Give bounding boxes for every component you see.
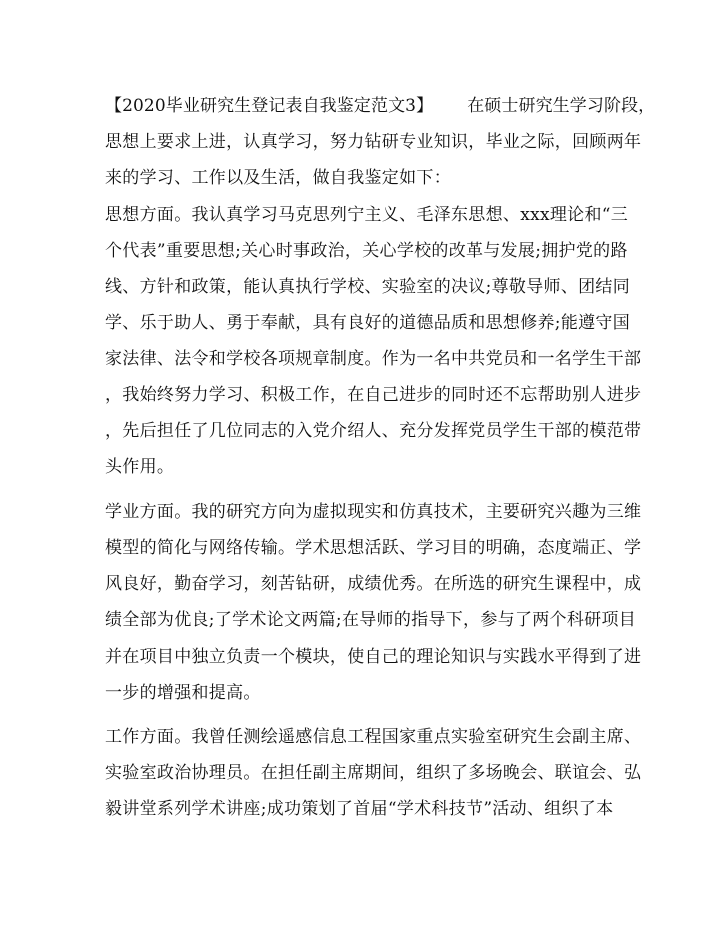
text-line-7: 学、乐于助人、勇于奉献，具有良好的道德品质和思想修养;能遵守国 — [105, 313, 631, 333]
text-line-13: 模型的简化与网络传输。学术思想活跃、学习目的明确，态度端正、学 — [105, 538, 642, 558]
text-line-1 — [105, 96, 656, 116]
text-line-3: 来的学习、工作以及生活，做自我鉴定如下： — [105, 168, 451, 188]
text-line-12: 学业方面。我的研究方向为虚拟现实和仿真技术，主要研究兴趣为三维 — [105, 502, 642, 522]
text-line-19: 实验室政治协理员。在担任副主席期间，组织了多场晚会、联谊会、弘 — [105, 763, 642, 783]
text-line-15: 绩全部为优良;了学术论文两篇;在导师的指导下，参与了两个科研项目 — [105, 610, 637, 630]
text-line-14: 风良好，勤奋学习，刻苦钻研，成绩优秀。在所选的研究生课程中，成 — [105, 574, 642, 594]
text-line-11: 头作用。 — [105, 457, 175, 477]
text-line-2: 思想上要求上进，认真学习，努力钻研专业知识，毕业之际，回顾两年 — [105, 132, 642, 152]
text-line-9: ，我始终努力学习、积极工作，在自己进步的同时还不忘帮助别人进步 — [105, 385, 642, 405]
text-line-6: 线、方针和政策，能认真执行学校、实验室的决议;尊敬导师、团结同 — [105, 277, 631, 297]
text-line-8: 家法律、法令和学校各项规章制度。作为一名中共党员和一名学生干部 — [105, 349, 642, 369]
text-line-20: 毅讲堂系列学术讲座;成功策划了首届“学术科技节”活动、组织了本 — [105, 799, 614, 819]
text-line-10: ，先后担任了几位同志的入党介绍人、充分发挥党员学生干部的模范带 — [105, 421, 642, 441]
line-1-text: 在硕士研究生学习阶段， — [467, 96, 656, 116]
document-title: 【2020毕业研究生登记表自我鉴定范文3】 — [105, 96, 434, 116]
text-line-17: 一步的增强和提高。 — [105, 683, 261, 703]
text-line-18: 工作方面。我曾任测绘遥感信息工程国家重点实验室研究生会副主席、 — [105, 727, 642, 747]
text-line-16: 并在项目中独立负责一个模块，使自己的理论知识与实践水平得到了进 — [105, 647, 642, 667]
text-line-5: 个代表”重要思想;关心时事政治，关心学校的改革与发展;拥护党的路 — [105, 241, 628, 261]
text-line-4: 思想方面。我认真学习马克思列宁主义、毛泽东思想、xxx理论和“三 — [105, 205, 629, 225]
